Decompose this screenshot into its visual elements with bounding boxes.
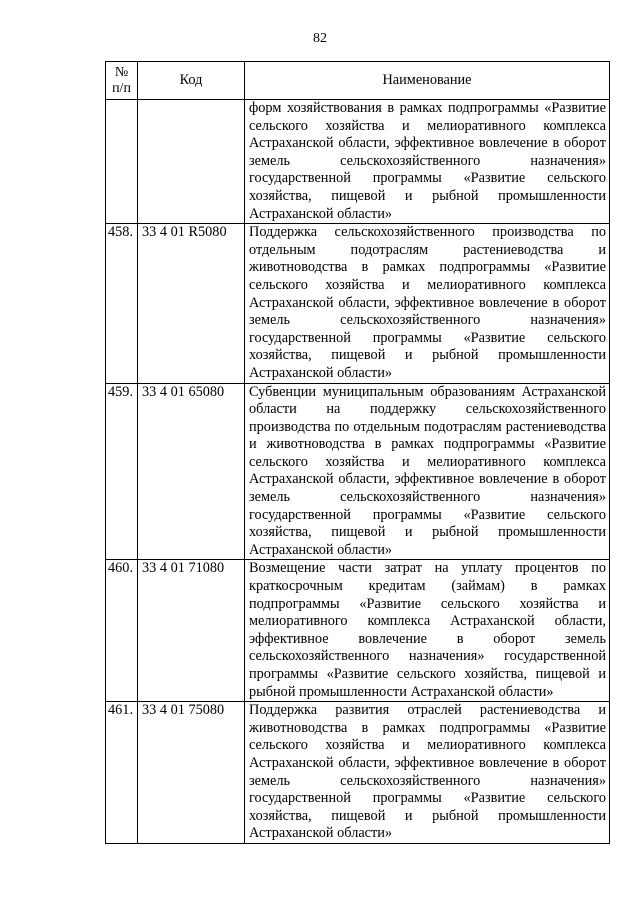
row-name: Поддержка сельскохозяйственного производства по отдельным подотраслям растениеводства и животноводства в рамках подпрограммы «Развитие сельского хозяйства и мелиоративного комплекса Астраханской области, эффективное вовлечение в оборот земель сельскохозяйственного назначения» государственной программы «Развитие сельского хозяйства, пищевой и рыбной промышленности Астраханской области» [245, 224, 610, 383]
table-row [106, 702, 610, 844]
row-number [106, 100, 138, 224]
row-name: форм хозяйствования в рамках подпрограммы «Развитие сельского хозяйства и мелиоративного комплекса Астраханской области, эффективное вовлечение в оборот земель сельскохозяйственного назначения» государственной программы «Развитие сельского хозяйства, пищевой и рыбной промышленности Астраханской области» [245, 100, 610, 224]
row-number: 459. [106, 383, 138, 560]
header-row [106, 62, 610, 100]
row-number: 458. [106, 224, 138, 383]
row-name: Возмещение части затрат на уплату процентов по краткосрочным кредитам (займам) в рамках подпрограммы «Развитие сельского хозяйства и мелиоративного комплекса Астраханской области, эффективное вовлечение в оборот земель сельскохозяйственного назначения» государственной программы «Развитие сельского хозяйства, пищевой и рыбной промышленности Астраханской области» [245, 560, 610, 702]
row-code [138, 100, 245, 224]
row-name: Субвенции муниципальным образованиям Астраханской области на поддержку сельскохозяйственного производства по отдельным подотраслям растениеводства и животноводства в рамках подпрограммы «Развитие сельского хозяйства и мелиоративного комплекса Астраханской области, эффективное вовлечение в оборот земель сельскохозяйственного назначения» государственной программы «Развитие сельского хозяйства, пищевой и рыбной промышленности Астраханской области» [245, 383, 610, 560]
row-number: 460. [106, 560, 138, 702]
row-code: 33 4 01 71080 [138, 560, 245, 702]
row-code: 33 4 01 75080 [138, 702, 245, 844]
header-number [106, 62, 138, 100]
budget-codes-table [105, 61, 610, 844]
table-header [106, 62, 610, 100]
row-number: 461. [106, 702, 138, 844]
table-row [106, 224, 610, 383]
row-name: Поддержка развития отраслей растениеводства и животноводства в рамках подпрограммы «Развитие сельского хозяйства и мелиоративного комплекса Астраханской области, эффективное вовлечение в оборот земель сельскохозяйственного назначения» государственной программы «Развитие сельского хозяйства, пищевой и рыбной промышленности Астраханской области» [245, 702, 610, 844]
header-name: Наименование [245, 62, 610, 100]
header-number-abbr: п/п [112, 80, 131, 96]
table-row [106, 100, 610, 224]
row-code: 33 4 01 65080 [138, 383, 245, 560]
header-number-symbol: № [114, 64, 129, 80]
table-row [106, 560, 610, 702]
header-code: Код [138, 62, 245, 100]
row-code: 33 4 01 R5080 [138, 224, 245, 383]
table-row [106, 383, 610, 560]
page-number: 82 [313, 31, 327, 46]
